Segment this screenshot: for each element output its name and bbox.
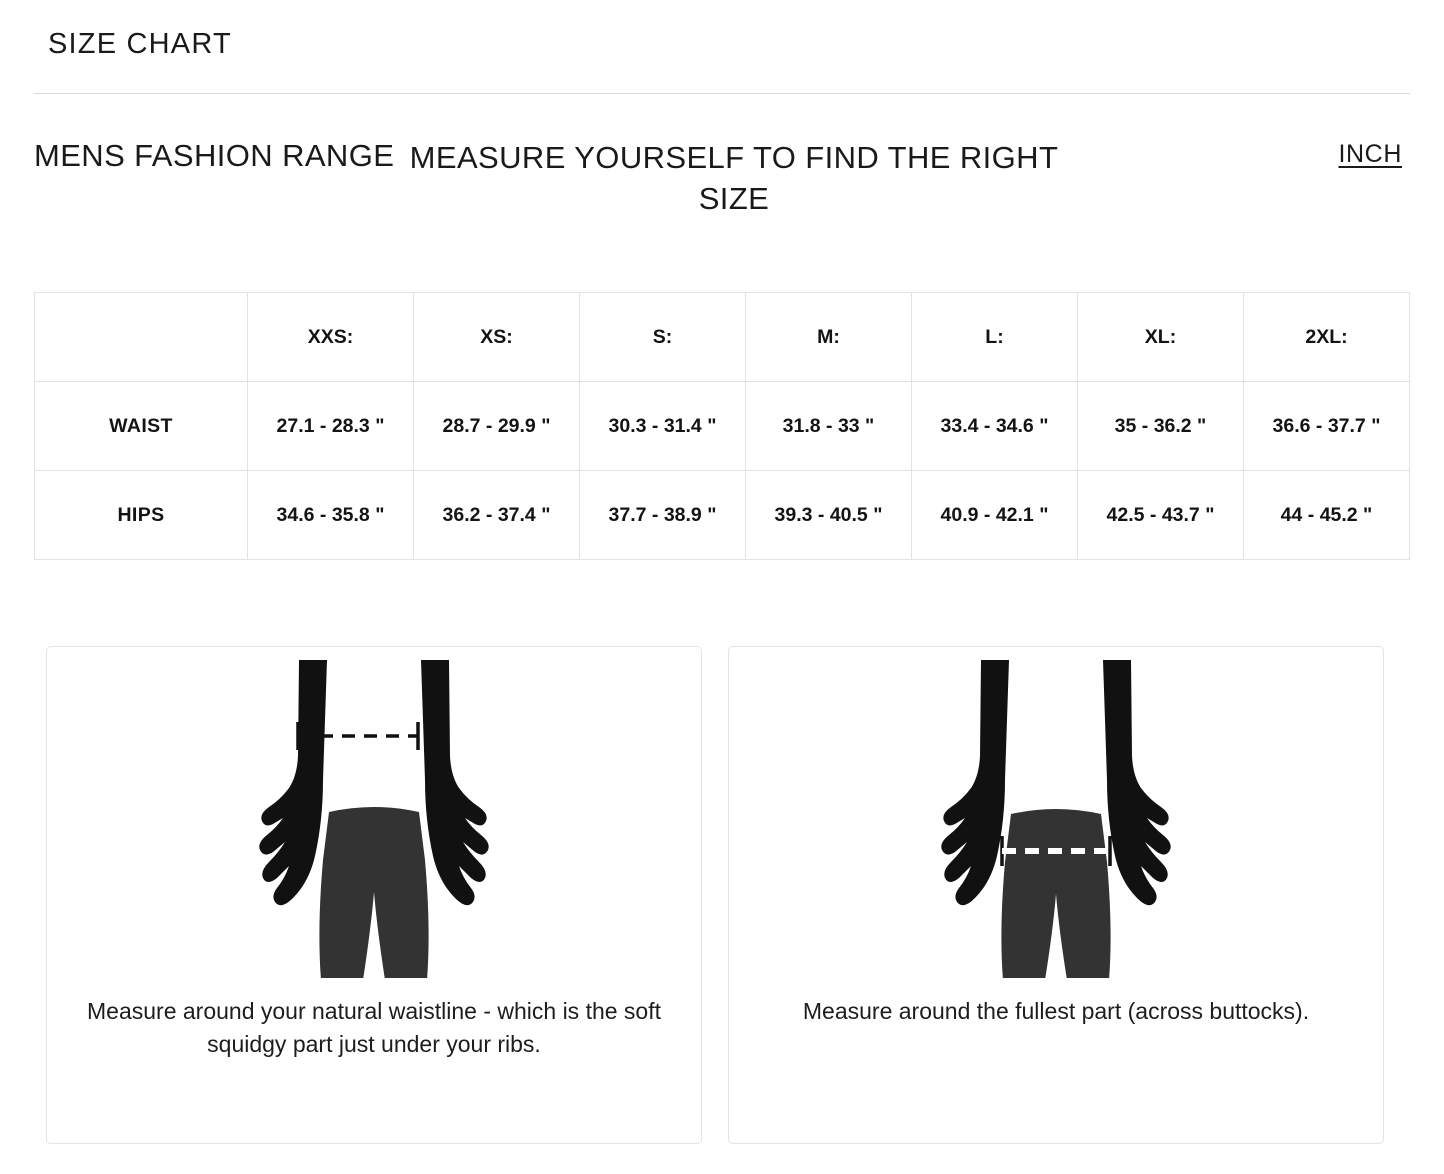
waist-l-value: 33.4 - 34.6 " [912, 382, 1078, 471]
waist-guide-caption: Measure around your natural waistline - which is the soft squidgy part just under your ribs. [87, 998, 662, 1058]
waist-xs-value: 28.7 - 29.9 " [414, 382, 580, 471]
table-corner-cell [35, 293, 248, 382]
hips-guide-card [728, 646, 1384, 1144]
waist-s-value: 30.3 - 31.4 " [580, 382, 746, 471]
page-title: SIZE CHART [48, 28, 232, 60]
waist-xxs-value: 27.1 - 28.3 " [248, 382, 414, 471]
table-row-hips [35, 471, 1410, 560]
hips-xs-value: 36.2 - 37.4 " [414, 471, 580, 560]
hips-2xl-value: 44 - 45.2 " [1244, 471, 1410, 560]
subheader [34, 128, 1410, 258]
size-table-body [35, 382, 1410, 560]
waist-guide-card [46, 646, 702, 1144]
hips-measure-illustration [729, 659, 1383, 979]
hips-s-value: 37.7 - 38.9 " [580, 471, 746, 560]
waist-m-value: 31.8 - 33 " [746, 382, 912, 471]
header-divider [34, 93, 1410, 94]
measurement-guide-cards [46, 646, 1398, 1146]
measure-instruction: MEASURE YOURSELF TO FIND THE RIGHT SIZE [409, 140, 1059, 216]
column-header-xl: XL: [1078, 293, 1244, 382]
row-label-hips: HIPS [35, 471, 248, 560]
column-header-l: L: [912, 293, 1078, 382]
column-header-2xl: 2XL: [1244, 293, 1410, 382]
hips-xl-value: 42.5 - 43.7 " [1078, 471, 1244, 560]
range-label: MENS FASHION RANGE [34, 138, 395, 173]
column-header-s: S: [580, 293, 746, 382]
size-table [34, 292, 1410, 560]
size-table-head [35, 293, 1410, 382]
hips-guide-caption: Measure around the fullest part (across buttocks). [802, 998, 1310, 1024]
waist-xl-value: 35 - 36.2 " [1078, 382, 1244, 471]
waist-2xl-value: 36.6 - 37.7 " [1244, 382, 1410, 471]
hips-m-value: 39.3 - 40.5 " [746, 471, 912, 560]
table-row-waist [35, 382, 1410, 471]
column-header-m: M: [746, 293, 912, 382]
unit-toggle-inch[interactable]: INCH [1338, 140, 1402, 168]
table-header-row [35, 293, 1410, 382]
hips-xxs-value: 34.6 - 35.8 " [248, 471, 414, 560]
column-header-xs: XS: [414, 293, 580, 382]
row-label-waist: WAIST [35, 382, 248, 471]
waist-measure-illustration [47, 659, 701, 979]
hips-l-value: 40.9 - 42.1 " [912, 471, 1078, 560]
column-header-xxs: XXS: [248, 293, 414, 382]
